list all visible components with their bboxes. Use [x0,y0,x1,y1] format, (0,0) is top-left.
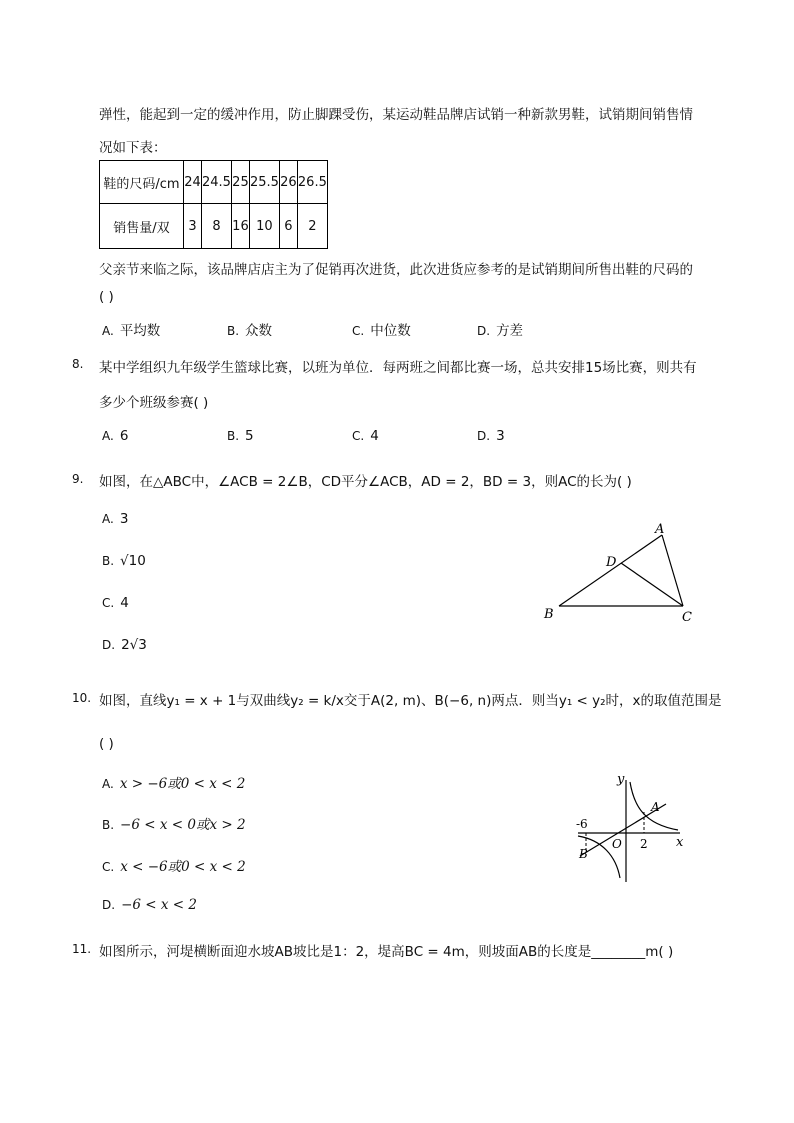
option-label: B. [227,429,240,443]
q9-number: 9. [72,472,84,486]
option-text: 方差 [496,323,524,339]
option-label: D. [102,898,116,912]
q9-option-a[interactable] [102,511,128,527]
label-x: x [676,835,684,850]
q8-option-c[interactable] [352,428,379,444]
label-two: 2 [640,837,648,851]
shoe-size-table [99,160,328,249]
option-text: 平均数 [119,323,161,339]
q8-option-d[interactable] [477,428,505,444]
label-y: y [617,772,625,787]
table-cell: 2 [297,204,327,249]
label-a: A [651,800,660,814]
option-text: −6 < x < 2 [121,897,197,913]
table-header-label: 鞋的尺码/cm [100,161,184,204]
option-label: C. [352,324,365,338]
table-row-label: 销售量/双 [100,204,184,249]
q10-option-c[interactable] [102,855,246,875]
table-cell: 8 [202,204,232,249]
option-label: B. [102,818,115,832]
option-text: 众数 [245,323,273,339]
table-cell: 10 [249,204,279,249]
segment-ac [662,535,683,606]
option-text: x < −6或0 < x < 2 [120,859,246,875]
option-text: √10 [120,553,146,569]
option-label: C. [102,860,115,874]
option-label: D. [477,429,491,443]
option-label: A. [102,429,114,443]
q9-option-c[interactable] [102,595,129,611]
q9-option-b[interactable] [102,553,146,569]
option-label: D. [102,638,116,652]
q7-line1: 弹性，能起到一定的缓冲作用，防止脚踝受伤，某运动鞋品牌店试销一种新款男鞋，试销期间销售情 [99,107,693,123]
label-o: O [612,837,622,851]
table-cell: 16 [231,204,249,249]
table-cell: 26.5 [297,161,327,204]
option-label: A. [102,324,114,338]
option-text: 3 [119,511,129,527]
option-label: D. [477,324,491,338]
segment-cd [621,563,683,606]
option-label: A. [102,777,114,791]
q9-line1: 如图，在△ABC中，∠ACB = 2∠B，CD平分∠ACB，AD = 2，BD = 3，则AC的长为( ) [99,474,632,490]
option-text: 6 [119,428,129,444]
label-b: B [544,607,554,622]
option-text: x > −6或0 < x < 2 [119,776,246,792]
q10-option-a[interactable] [102,772,245,792]
option-text: −6 < x < 0或x > 2 [120,817,246,833]
q10-option-d[interactable] [102,897,197,913]
option-label: B. [102,554,115,568]
table-cell: 24 [184,161,202,204]
q7-option-d[interactable] [477,319,523,339]
label-d: D [606,555,617,570]
table-row [100,161,328,204]
option-label: A. [102,512,114,526]
option-text: 中位数 [370,323,411,339]
segment-ba [559,535,662,606]
q8-line1: 某中学组织九年级学生篮球比赛，以班为单位．每两班之间都比赛一场，总共安排15场比赛，则共有 [99,360,697,376]
table-cell: 26 [279,161,297,204]
label-c: C [682,610,692,625]
q8-option-b[interactable] [227,428,254,444]
q7-line2: 况如下表： [99,140,167,156]
q8-option-a[interactable] [102,428,128,444]
label-a: A [655,522,665,537]
q11-number: 11. [72,942,92,956]
option-label: C. [352,429,365,443]
q10-option-b[interactable] [102,813,246,833]
q11-line1: 如图所示，河堤横断面迎水坡AB坡比是1：2，堤高BC = 4m，则坡面AB的长度是________m( ) [99,944,674,960]
q8-number: 8. [72,357,84,371]
label-b: B [579,847,588,861]
table-cell: 25 [231,161,249,204]
q7-paren: ( ) [99,289,114,305]
q10-line1: 如图，直线y₁ = x + 1与双曲线y₂ = k/x交于A(2, m)、B(−6, n)两点．则当y₁ < y₂时，x的取值范围是 [99,693,722,709]
q9-option-d[interactable] [102,637,147,653]
triangle-abc-figure [535,515,705,627]
option-text: 4 [120,595,129,611]
option-text: 2√3 [121,637,147,653]
label-neg6: -6 [576,817,588,831]
line-hyperbola-figure [568,770,698,888]
table-row [100,204,328,249]
option-text: 3 [496,428,505,444]
option-label: C. [102,596,115,610]
table-cell: 25.5 [249,161,279,204]
table-cell: 24.5 [202,161,232,204]
table-cell: 6 [279,204,297,249]
option-label: B. [227,324,240,338]
option-text: 4 [370,428,379,444]
q7-option-b[interactable] [227,319,272,339]
q7-option-a[interactable] [102,319,160,339]
option-text: 5 [245,428,254,444]
q10-paren: ( ) [99,736,114,752]
table-cell: 3 [184,204,202,249]
q7-line3: 父亲节来临之际，该品牌店店主为了促销再次进货，此次进货应参考的是试销期间所售出鞋的尺码的 [99,262,693,278]
q10-number: 10. [72,691,92,705]
q7-option-c[interactable] [352,319,411,339]
q8-line2: 多少个班级参赛( ) [99,395,209,411]
